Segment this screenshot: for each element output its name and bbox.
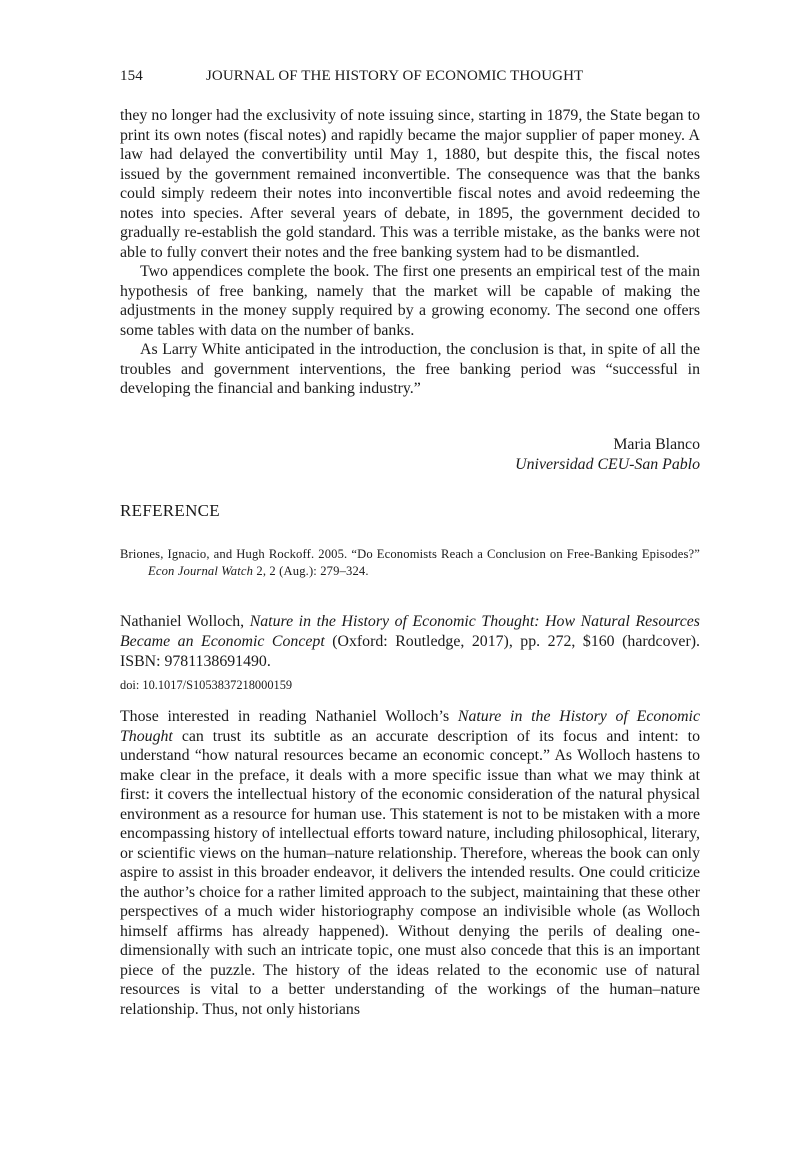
reference-heading: REFERENCE	[120, 501, 220, 520]
doi: doi: 10.1017/S1053837218000159	[120, 678, 293, 692]
reference-details: 2, 2 (Aug.): 279–324.	[253, 564, 369, 578]
reference-text: Briones, Ignacio, and Hugh Rockoff. 2005. “Do Economists Reach a Conclusion on Free-Banking Episodes?”	[120, 547, 700, 561]
opening-title: Nature in the History of Economic Thought	[120, 708, 700, 745]
paragraph: Two appendices complete the book. The first one presents an empirical test of the main hypothesis of free banking, namely that the market will be capable of making the adjustments in the money supply required by a growing economy. The second one offers some tables with data on the number of banks.	[120, 263, 700, 339]
page-number: 154	[120, 68, 143, 84]
opening-text: Those interested in reading Nathaniel Wolloch’s	[120, 708, 458, 725]
book-author: Nathaniel Wolloch,	[120, 613, 250, 630]
reviewer-signature	[120, 435, 700, 475]
journal-title: JOURNAL OF THE HISTORY OF ECONOMIC THOUGHT	[206, 68, 584, 84]
paragraph: they no longer had the exclusivity of note issuing since, starting in 1879, the State began to print its own notes (fiscal notes) and rapidly became the major supplier of paper money. A law had delayed the convertibility until May 1, 1880, but despite this, the fiscal notes issued by the government remained inconvertible. The consequence was that the banks could simply redeem their notes into inconvertible fiscal notes and avoid redeeming the notes into species. After several years of debate, in 1895, the government decided to gradually re-establish the gold standard. This was a terrible mistake, as the banks were not able to fully convert their notes and the free banking system had to be dismantled.	[120, 107, 700, 261]
book-citation	[120, 612, 700, 672]
reference-journal: Econ Journal Watch	[148, 564, 254, 578]
previous-review-body	[120, 106, 700, 399]
book-title: Nature in the History of Economic Thought: How Natural Resources Became an Economic Concept	[120, 613, 700, 650]
reference-entry	[120, 546, 700, 580]
new-review-body	[120, 707, 700, 1019]
paragraph: As Larry White anticipated in the introduction, the conclusion is that, in spite of all the troubles and government interventions, the free banking period was “successful in developing the financial and banking industry.”	[120, 341, 700, 397]
paragraph	[120, 707, 700, 1019]
reviewer-affiliation: Universidad CEU-San Pablo	[515, 456, 700, 473]
book-publication: (Oxford: Routledge, 2017), pp. 272, $160 (hardcover). ISBN: 9781138691490.	[120, 633, 700, 670]
body-text: can trust its subtitle as an accurate description of its focus and intent: to understand “how natural resources became an economic concept.” As Wolloch hastens to make clear in the preface, it deals with a more specific issue than what we may think at first: it covers the intellectual history of the economic consideration of the natural physical environment as a resource for human use. This statement is not to be mistaken with a more encompassing history of intellectual efforts toward nature, including philosophical, literary, or scientific views on the human–nature relationship. Therefore, whereas the book can only aspire to assist in this broader endeavor, it delivers the intended results. One could criticize the author’s choice for a rather limited approach to the subject, maintaining that these other perspectives of a much wider historiography compose an indivisible whole (as Wolloch himself affirms has already happened). Without denying the perils of dealing one-dimensionally with such an intricate topic, one must also concede that this is an important piece of the puzzle. The history of the ideas related to the economic use of natural resources is vital to a better understanding of the workings of the human–nature relationship. Thus, not only historians	[120, 727, 700, 1018]
reviewer-name: Maria Blanco	[613, 436, 700, 453]
